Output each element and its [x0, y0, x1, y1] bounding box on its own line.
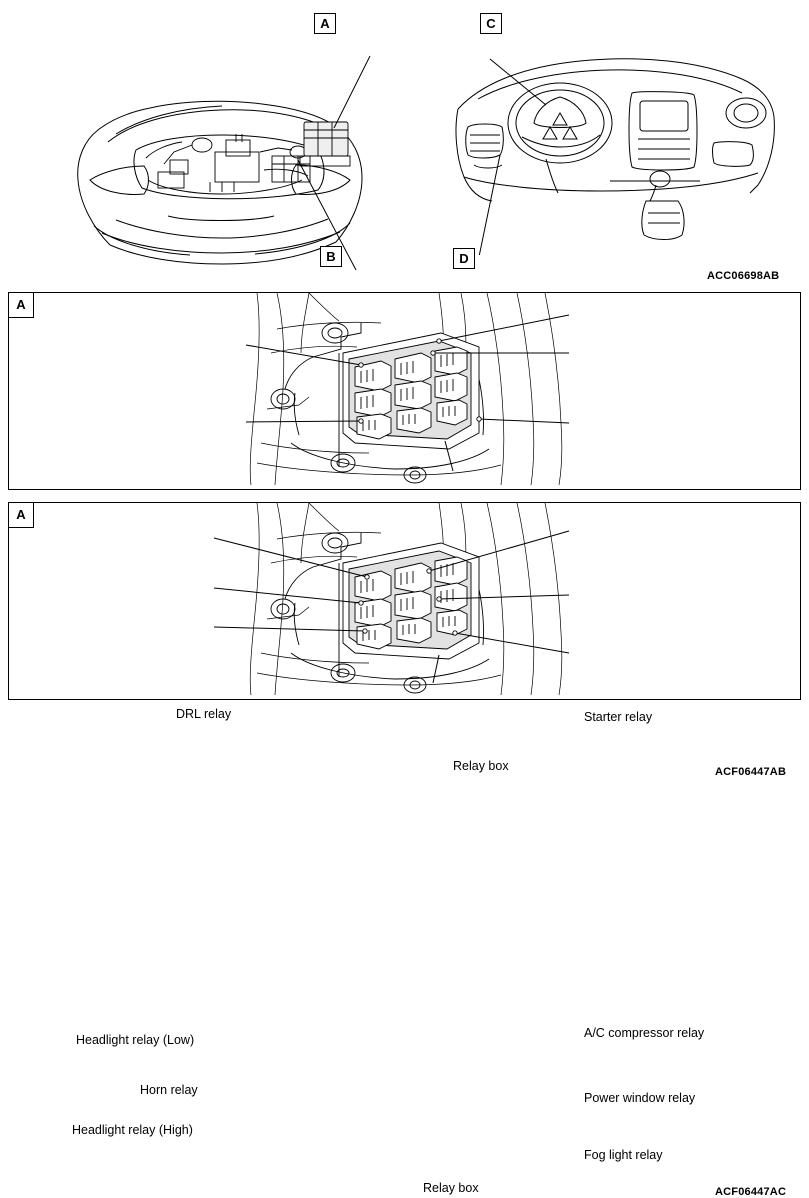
- drawing-code-panel-1: ACF06447AB: [715, 766, 787, 778]
- instrument-panel-illustration: [450, 45, 780, 255]
- label-power-window-relay: Power window relay: [584, 1091, 696, 1105]
- relay-box-panel-1: [8, 292, 801, 778]
- label-horn-relay: Horn relay: [140, 1083, 198, 1097]
- panel-1-tag: A: [8, 292, 34, 318]
- label-headlight-relay-high: Headlight relay (High): [72, 1123, 193, 1137]
- panel-2-tag: A: [8, 502, 34, 528]
- label-relay-box-1: Relay box: [453, 759, 509, 773]
- label-drl-relay: DRL relay: [176, 707, 232, 721]
- engine-compartment-illustration: [50, 30, 390, 280]
- callout-b-top: B: [320, 246, 342, 267]
- label-relay-box-2: Relay box: [423, 1181, 479, 1195]
- relay-box-photo-2: [9, 503, 798, 697]
- label-headlight-relay-low: Headlight relay (Low): [76, 1033, 195, 1047]
- label-fog-light-relay: Fog light relay: [584, 1148, 663, 1162]
- relay-box-photo-1: [9, 293, 798, 487]
- callout-c-top: C: [480, 13, 502, 34]
- label-starter-relay: Starter relay: [584, 710, 653, 724]
- callout-a-top: A: [314, 13, 336, 34]
- drawing-code-panel-2: ACF06447AC: [715, 1186, 787, 1198]
- label-ac-compressor-relay: A/C compressor relay: [584, 1026, 705, 1040]
- callout-d-top: D: [453, 248, 475, 269]
- drawing-code-top: ACC06698AB: [707, 270, 780, 282]
